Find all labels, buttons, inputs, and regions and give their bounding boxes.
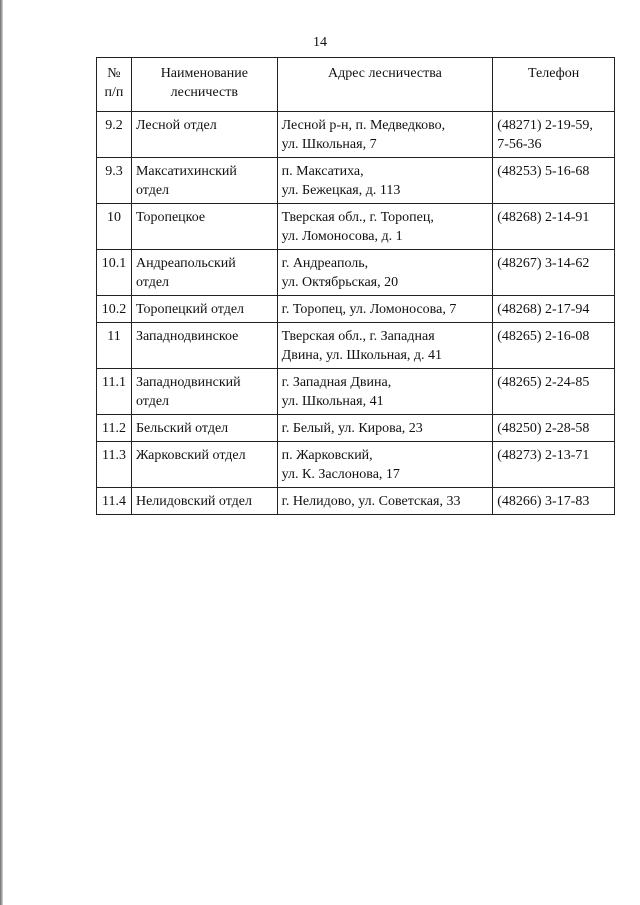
- cell-forestry-name: [131, 204, 277, 250]
- table-row: [97, 369, 615, 415]
- cell-address: [277, 112, 493, 158]
- cell-number: 10.1: [97, 250, 132, 296]
- header-address: [277, 58, 493, 112]
- cell-text-line: ул. Школьная, 41: [281, 394, 384, 409]
- cell-text-line: Тверская обл., г. Западная: [281, 329, 435, 344]
- table-row: [97, 488, 615, 515]
- cell-number: 11: [97, 323, 132, 369]
- cell-phone: [493, 323, 615, 369]
- cell-number: 10.2: [97, 296, 132, 323]
- table-row: [97, 296, 615, 323]
- cell-text-line: ул. Школьная, 7: [281, 137, 377, 152]
- table-row: [97, 112, 615, 158]
- cell-text-line: Максатихинский: [135, 164, 237, 179]
- cell-forestry-name: [131, 488, 277, 515]
- header-line: Телефон: [528, 66, 580, 81]
- header-line: п/п: [104, 85, 124, 100]
- table-row: [97, 250, 615, 296]
- forestry-directory-table: [96, 57, 615, 515]
- cell-address: [277, 323, 493, 369]
- cell-phone: [493, 369, 615, 415]
- scan-edge-shadow: [0, 0, 3, 905]
- cell-text-line: (48253) 5-16-68: [497, 164, 590, 179]
- cell-forestry-name: [131, 296, 277, 323]
- header-line: Адрес лесничества: [328, 66, 442, 81]
- cell-phone: [493, 112, 615, 158]
- cell-text-line: г. Нелидово, ул. Советская, 33: [281, 494, 461, 509]
- header-number: [97, 58, 132, 112]
- cell-text-line: г. Белый, ул. Кирова, 23: [281, 421, 423, 436]
- cell-number: 11.1: [97, 369, 132, 415]
- cell-text-line: Жарковский отдел: [135, 448, 246, 463]
- cell-text-line: п. Максатиха,: [281, 164, 364, 179]
- cell-phone: [493, 250, 615, 296]
- cell-address: [277, 296, 493, 323]
- cell-text-line: (48250) 2-28-58: [497, 421, 590, 436]
- cell-text-line: (48265) 2-24-85: [497, 375, 590, 390]
- cell-phone: [493, 488, 615, 515]
- table-header-row: [97, 58, 615, 112]
- cell-text-line: Торопецкий отдел: [135, 302, 245, 317]
- cell-address: [277, 158, 493, 204]
- cell-forestry-name: [131, 250, 277, 296]
- cell-text-line: г. Западная Двина,: [281, 375, 392, 390]
- cell-number: 10: [97, 204, 132, 250]
- cell-number: 11.2: [97, 415, 132, 442]
- cell-text-line: 7-56-36: [497, 137, 542, 152]
- cell-number: 11.3: [97, 442, 132, 488]
- cell-text-line: отдел: [135, 275, 170, 290]
- cell-phone: [493, 204, 615, 250]
- cell-address: [277, 204, 493, 250]
- cell-text-line: ул. Ломоносова, д. 1: [281, 229, 403, 244]
- cell-text-line: (48266) 3-17-83: [497, 494, 590, 509]
- cell-text-line: (48271) 2-19-59,: [497, 118, 593, 133]
- cell-text-line: ул. Бежецкая, д. 113: [281, 183, 401, 198]
- cell-address: [277, 415, 493, 442]
- header-line: №: [107, 66, 121, 81]
- cell-text-line: ул. К. Заслонова, 17: [281, 467, 400, 482]
- cell-number: 9.3: [97, 158, 132, 204]
- cell-text-line: ул. Октябрьская, 20: [281, 275, 399, 290]
- cell-address: [277, 369, 493, 415]
- cell-phone: [493, 296, 615, 323]
- cell-forestry-name: [131, 158, 277, 204]
- cell-text-line: Западнодвинское: [135, 329, 239, 344]
- cell-forestry-name: [131, 323, 277, 369]
- cell-forestry-name: [131, 112, 277, 158]
- cell-text-line: п. Жарковский,: [281, 448, 373, 463]
- table-row: [97, 158, 615, 204]
- cell-text-line: (48273) 2-13-71: [497, 448, 590, 463]
- cell-text-line: отдел: [135, 183, 170, 198]
- cell-text-line: Лесной отдел: [135, 118, 217, 133]
- cell-text-line: Западнодвинский: [135, 375, 241, 390]
- cell-text-line: Бельский отдел: [135, 421, 229, 436]
- cell-text-line: г. Андреаполь,: [281, 256, 369, 271]
- cell-text-line: Андреапольский: [135, 256, 236, 271]
- cell-forestry-name: [131, 369, 277, 415]
- table-row: [97, 323, 615, 369]
- cell-text-line: Торопецкое: [135, 210, 206, 225]
- table-body: [97, 112, 615, 515]
- header-line: Наименование: [160, 66, 248, 81]
- page-number: 14: [313, 35, 327, 50]
- cell-address: [277, 442, 493, 488]
- table-row: [97, 415, 615, 442]
- header-phone: [493, 58, 615, 112]
- cell-phone: [493, 442, 615, 488]
- cell-text-line: (48267) 3-14-62: [497, 256, 590, 271]
- cell-text-line: Двина, ул. Школьная, д. 41: [281, 348, 443, 363]
- cell-forestry-name: [131, 442, 277, 488]
- header-name: [131, 58, 277, 112]
- header-line: лесничеств: [170, 85, 238, 100]
- cell-number: 11.4: [97, 488, 132, 515]
- cell-forestry-name: [131, 415, 277, 442]
- table-row: [97, 442, 615, 488]
- cell-text-line: г. Торопец, ул. Ломоносова, 7: [281, 302, 457, 317]
- cell-text-line: отдел: [135, 394, 170, 409]
- cell-address: [277, 250, 493, 296]
- cell-text-line: Тверская обл., г. Торопец,: [281, 210, 434, 225]
- cell-number: 9.2: [97, 112, 132, 158]
- cell-text-line: (48268) 2-14-91: [497, 210, 590, 225]
- cell-text-line: Нелидовский отдел: [135, 494, 252, 509]
- cell-text-line: Лесной р-н, п. Медведково,: [281, 118, 446, 133]
- cell-text-line: (48265) 2-16-08: [497, 329, 590, 344]
- cell-text-line: (48268) 2-17-94: [497, 302, 590, 317]
- cell-phone: [493, 415, 615, 442]
- table-row: [97, 204, 615, 250]
- cell-address: [277, 488, 493, 515]
- cell-phone: [493, 158, 615, 204]
